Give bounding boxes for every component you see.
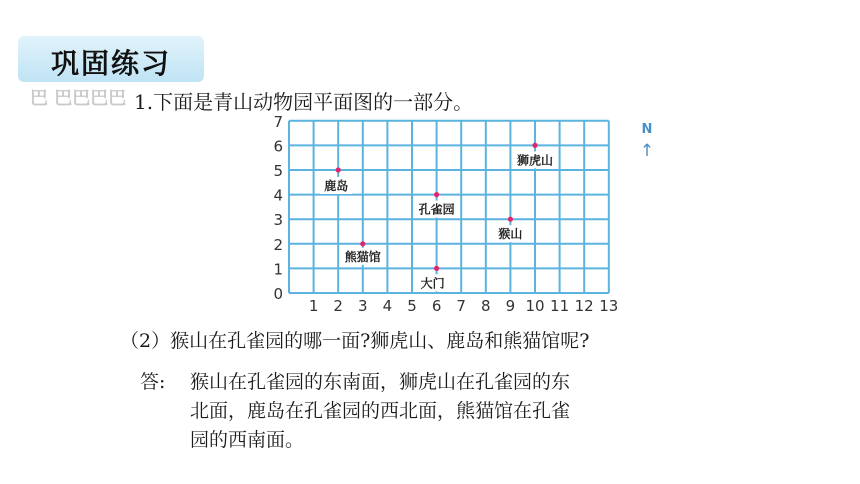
location-label: 大门 (420, 276, 445, 291)
answer-text (190, 368, 570, 455)
x-tick-label: 13 (599, 297, 619, 315)
location-point (434, 192, 439, 197)
location-point (336, 167, 341, 172)
answer-line: 北面，鹿岛在孔雀园的西北面，熊猫馆在孔雀 (190, 400, 571, 422)
answer-line: 猴山在孔雀园的东南面，狮虎山在孔雀园的东 (190, 371, 571, 393)
location-point (508, 217, 513, 222)
ghost-text: 巴 巴巴巴巴 (30, 88, 127, 109)
x-tick-label: 11 (550, 297, 570, 315)
answer-line: 园的西南面。 (190, 429, 305, 451)
x-tick-label: 7 (456, 297, 466, 315)
x-tick-label: 6 (431, 297, 442, 315)
x-tick-label: 4 (382, 297, 393, 315)
x-tick-label: 1 (308, 297, 319, 315)
y-tick-label: 1 (273, 260, 283, 279)
section-title: 巩固练习 (50, 47, 171, 80)
y-tick-label: 7 (273, 112, 283, 131)
x-tick-label: 8 (481, 297, 491, 315)
location-label: 鹿岛 (324, 179, 349, 193)
y-tick-label: 6 (273, 137, 283, 156)
location-point (532, 143, 537, 148)
y-tick-label: 2 (273, 235, 283, 254)
y-tick-label: 0 (273, 285, 283, 303)
x-tick-label: 2 (333, 297, 343, 315)
location-label: 猴山 (498, 227, 523, 242)
north-indicator (640, 122, 654, 161)
y-tick-label: 5 (273, 162, 283, 180)
x-tick-label: 9 (505, 297, 516, 315)
location-label: 狮虎山 (516, 153, 554, 168)
answer-label: 答: (140, 371, 166, 393)
north-label: N (641, 122, 653, 137)
location-label: 孔雀园 (418, 202, 455, 217)
question-2: （2）猴山在孔雀园的哪一面?狮虎山、鹿岛和熊猫馆呢? (120, 330, 590, 352)
y-tick-label: 4 (273, 186, 283, 205)
question-1: 1.下面是青山动物园平面图的一部分。 (134, 90, 474, 114)
x-tick-label: 5 (407, 297, 417, 315)
x-tick-label: 10 (525, 297, 545, 315)
y-tick-label: 3 (273, 211, 283, 230)
location-point (360, 241, 365, 246)
north-arrow-icon: ↑ (639, 141, 655, 161)
x-tick-label: 12 (574, 297, 594, 315)
location-label: 熊猫馆 (344, 249, 381, 264)
location-point (434, 266, 439, 271)
x-tick-label: 3 (358, 297, 368, 315)
